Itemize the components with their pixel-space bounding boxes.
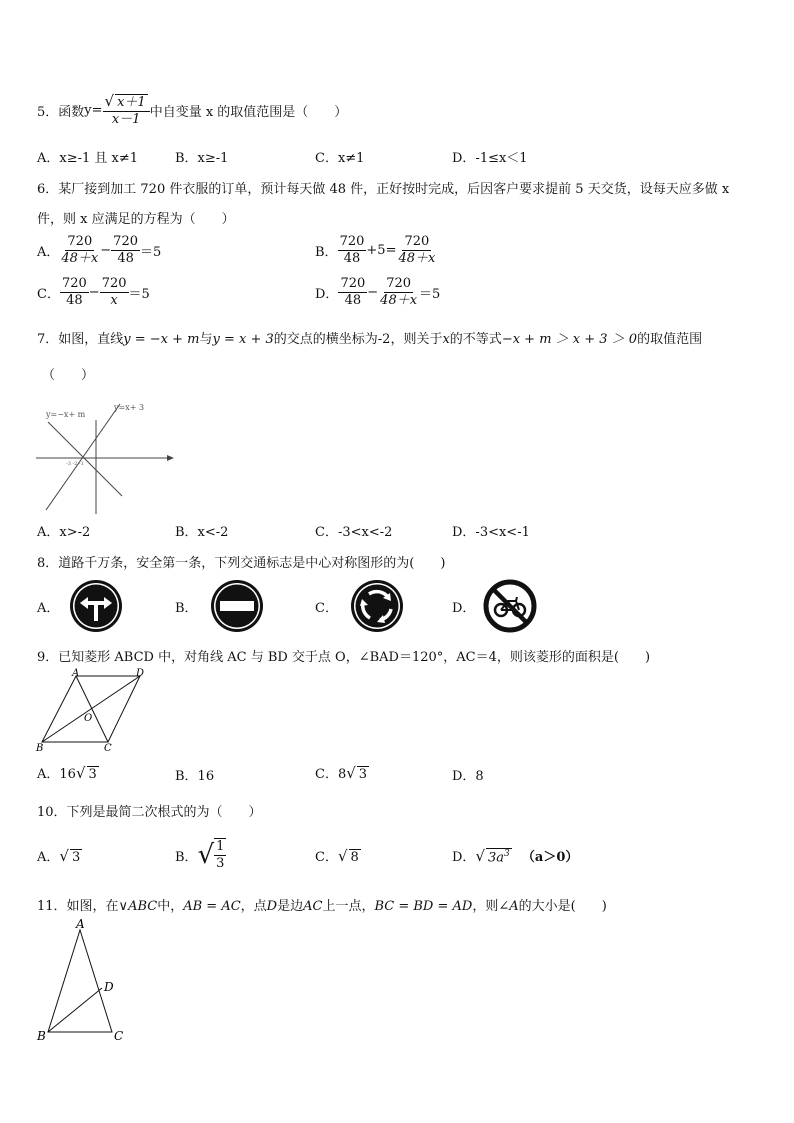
- q7-var: x: [442, 332, 450, 347]
- q7-x-axis-arrow: [167, 455, 174, 461]
- q6-a-frac1: $\frac{720}{48+x}$: [61, 234, 99, 267]
- q7-ticks: -3 -2 -1: [66, 461, 84, 467]
- q6-option-a[interactable]: [37, 234, 161, 268]
- q9-label-o: O: [84, 713, 93, 724]
- q7-line-a: y = −x + m: [123, 332, 200, 347]
- q9-label-c: C: [104, 743, 112, 752]
- q11-label-d: D: [104, 980, 114, 994]
- q7-option-d[interactable]: D．-3<x<-1: [452, 525, 530, 540]
- q7-option-a[interactable]: A．x>-2: [37, 525, 91, 540]
- q10-option-b-label: B．: [175, 849, 198, 865]
- q8-option-a[interactable]: [37, 579, 123, 633]
- q11-label-b: B: [37, 1029, 46, 1043]
- q6-c-minus: −: [88, 285, 100, 301]
- no-bicycles-sign-icon: [483, 579, 537, 633]
- q9-option-c-label: C．: [315, 767, 338, 782]
- q10-option-a-radicand: 3: [71, 850, 81, 865]
- q10-option-d[interactable]: D．√ $3a^3$ （a＞0）: [452, 847, 579, 865]
- q7-line-pos: [46, 404, 120, 510]
- q9-option-a-radicand: 3: [88, 767, 97, 782]
- q9-rhombus-figure: [34, 668, 154, 752]
- q6-d-frac2: $\frac{720}{48+x}$: [380, 276, 418, 309]
- q6-b-eq: =: [385, 243, 397, 259]
- q9-option-c-radicand: 3: [358, 767, 368, 782]
- q9-diagonal-bd: [42, 676, 140, 742]
- q8-option-b-label: B．: [175, 600, 198, 616]
- q10-option-d-condition: （a＞0）: [521, 850, 579, 865]
- turn-left-right-sign-icon: [69, 579, 123, 633]
- q6-option-b[interactable]: [315, 234, 437, 268]
- q6-d-eq: ＝5: [419, 287, 441, 303]
- q6-option-c[interactable]: [37, 276, 150, 310]
- q7-label-pos: y=x+ 3: [114, 403, 145, 412]
- no-entry-sign-icon: [210, 579, 264, 633]
- q7-line-b: y = x + 3: [212, 332, 274, 347]
- q8-stem: 8．道路千万条，安全第一条，下列交通标志是中心对称图形的为( ): [37, 556, 446, 571]
- q9-option-a-label: A．: [37, 767, 60, 782]
- q10-option-b-fraction: [214, 838, 226, 873]
- q6-option-a-label: A．: [37, 245, 60, 261]
- q5-fraction: $\frac{√ x+1}{x-1}$: [103, 92, 150, 129]
- q6-c-frac2: $\frac{720}{x}$: [101, 276, 127, 309]
- q11-triangle: [48, 930, 112, 1032]
- q6-c-eq: ＝5: [128, 287, 150, 303]
- q7-mid1: 与: [199, 332, 213, 347]
- q10-option-d-label: D．: [452, 850, 476, 865]
- q8-option-b[interactable]: [175, 579, 264, 633]
- q8-option-a-label: A．: [37, 600, 60, 616]
- q7-inequality: −x + m ＞ x + 3 ＞ 0: [501, 332, 638, 347]
- q5-option-c[interactable]: C．x≠1: [315, 151, 365, 166]
- q5-y-eq: y=: [84, 102, 103, 118]
- q6-stem-line1: 6．某厂接到加工 720 件衣服的订单，预计每天做 48 件，正好按时完成，后因客户要求提前 5 天交货，设每天应多做 x: [37, 182, 730, 197]
- q5-option-b[interactable]: B．x≥-1: [175, 151, 229, 166]
- q10-option-c-radicand: 8: [350, 850, 359, 865]
- q6-d-minus: −: [367, 285, 379, 301]
- q5-stem: [37, 88, 347, 132]
- q6-option-b-label: B．: [315, 245, 338, 261]
- q6-a-minus: −: [100, 243, 112, 259]
- q6-b-frac1: $\frac{720}{48}$: [339, 234, 365, 267]
- q9-option-c-coef: 8: [337, 767, 347, 782]
- q6-c-frac1: $\frac{720}{48}$: [61, 276, 87, 309]
- q7-option-b[interactable]: B．x<-2: [175, 525, 229, 540]
- q6-option-c-label: C．: [37, 287, 60, 303]
- q5-denominator: x－1: [111, 112, 141, 127]
- q9-label-b: B: [36, 743, 44, 752]
- q11-stem: 11．如图，在∨ABC中，AB = AC，点D是边AC上一点，BC = BD = AD，则∠A的大小是( ): [37, 899, 607, 914]
- q10-option-b[interactable]: B． √ $\frac{1}{3}$: [175, 838, 225, 871]
- q10-option-d-radicand: $3a^3$: [488, 848, 510, 865]
- q6-stem-line2: 件，则 x 应满足的方程为（ ）: [37, 212, 235, 227]
- q6-option-d[interactable]: [315, 276, 440, 310]
- q6-b-plus: +5: [366, 243, 386, 259]
- q10-option-b-num: 1: [214, 839, 226, 856]
- q11-label-c: C: [114, 1029, 124, 1043]
- q6-a-frac2: $\frac{720}{48}$: [113, 234, 138, 267]
- q10-option-c[interactable]: C．√ 8: [315, 847, 359, 865]
- q11-triangle-figure: [34, 916, 134, 1046]
- q7-option-c[interactable]: C．-3<x<-2: [315, 525, 393, 540]
- q8-option-c[interactable]: [315, 579, 404, 633]
- q10-option-a[interactable]: A．√ 3: [37, 847, 81, 865]
- q6-b-frac2: $\frac{720}{48+x}$: [398, 234, 436, 267]
- q10-option-c-label: C．: [315, 850, 338, 865]
- q9-diagonal-ac: [76, 676, 108, 742]
- q5-option-a[interactable]: A．x≥-1 且 x≠1: [37, 151, 139, 166]
- q7-prefix: 7．如图，直线: [37, 332, 124, 347]
- roundabout-sign-icon: [350, 579, 404, 633]
- q7-label-neg: y=−x+ m: [46, 410, 86, 419]
- q7-suffix: 的取值范围: [637, 332, 703, 347]
- q9-option-d[interactable]: D．8: [452, 769, 484, 784]
- q10-stem: 10．下列是最简二次根式的为（ ）: [37, 805, 262, 820]
- q9-label-d: D: [136, 668, 145, 679]
- q5-prefix: 5．函数: [37, 104, 85, 120]
- q7-mid2: 的交点的横坐标为-2，则关于: [273, 332, 443, 347]
- q9-option-a-coef: 16: [59, 767, 76, 782]
- q9-stem: 9．已知菱形 ABCD 中，对角线 AC 与 BD 交于点 O，∠BAD＝120°，AC＝4，则该菱形的面积是( ): [37, 650, 651, 665]
- q10-option-a-label: A．: [37, 850, 60, 865]
- q7-stem: [37, 328, 702, 347]
- q6-d-frac1: $\frac{720}{48}$: [340, 276, 366, 309]
- q5-option-d[interactable]: D．-1≤x＜1: [452, 151, 528, 166]
- q9-option-b[interactable]: B．16: [175, 769, 215, 784]
- q10-option-b-den: 3: [216, 856, 225, 871]
- q6-option-d-label: D．: [315, 287, 339, 303]
- q8-option-d[interactable]: [452, 579, 537, 633]
- q9-label-a: A: [72, 668, 80, 679]
- q8-option-c-label: C．: [315, 600, 338, 616]
- q8-option-d-label: D．: [452, 600, 476, 616]
- q5-numerator-radicand: x＋1: [117, 94, 146, 110]
- q11-segment-bd: [48, 988, 102, 1032]
- q6-a-eq: ＝5: [140, 245, 162, 261]
- q9-option-a[interactable]: A．16√ 3: [37, 764, 97, 782]
- q11-label-a: A: [76, 917, 85, 931]
- q7-mid3: 的不等式: [449, 332, 502, 347]
- q7-line-neg: [48, 422, 122, 496]
- q7-paren: （ ）: [42, 368, 95, 383]
- q9-option-c[interactable]: C．8√ 3: [315, 764, 368, 782]
- q7-figure: [36, 392, 178, 514]
- q5-suffix: 中自变量 x 的取值范围是（ ）: [149, 104, 348, 120]
